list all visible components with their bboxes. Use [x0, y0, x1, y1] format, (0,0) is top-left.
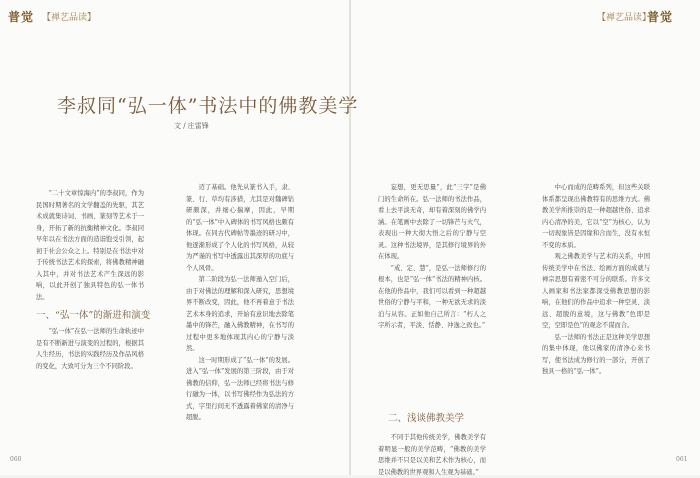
- paragraph: 这一时期形成了“弘一体”的发展。进入“弘一体”发展的第三阶段，由于对佛教的信仰，弘一法师已经将书法与修行融为一体，以书写佛经作为弘法的方式，字里行间无不透露着佛家的清净与超脱。: [186, 356, 294, 421]
- text-column-3b: [378, 432, 486, 476]
- paragraph: 第二阶段为弘一法师遁入空门后，由于对佛法的理解和深入研究，思想境界不断改变，因此，他不再着意于书法艺术本身的追求，开始有意识地去除笔墨中的锋芒，融入佛教精神，在书写的过程中更多地体现其内心的宁静与淡然。: [186, 276, 294, 352]
- text-column-3: [378, 182, 486, 377]
- section-heading-2: 二、浅谈佛教美学: [388, 413, 465, 424]
- section-tag-left: 【禅艺品读】: [42, 13, 97, 23]
- text-column-1b: [36, 326, 144, 463]
- paragraph: 妄想，更无思量”，此“三字”是佛门的生命所在。弘一法师的书法作品，看上去平淡无奇，却有着深刻的佛学内涵。在笔画中去除了一切锋芒与火气，表现出一种大彻大悟之后的宁静与空灵。这种书法境界，是其修行境界的外在体现。: [378, 184, 486, 260]
- paragraph: “弘一体”在弘一法师的生命轨迹中是有不断新进与演变的过程的，根据其人生经历，书法的实践经历及作品风格的变化，大致可分为三个不同阶段。: [36, 328, 144, 370]
- paragraph: 观之佛教美学与艺术的关系，中国传统美学中在书法、绘画方面的成就与禅宗思想有着密不可分的联系。许多文人画家和书法家都深受佛教思想的影响，在他们的作品中追求一种空灵、淡远、超脱的意境，这与佛教“色即是空，空即是色”的观念不谋而合。: [542, 253, 650, 329]
- paragraph: 中心而成的范畴系列，但这些关联体系都呈现出佛教特有的思维方式。佛教美学所推崇的是一种超越世俗、追求内心清净的美，它以“空”为核心，认为一切现象皆是因缘和合而生，没有永恒不变的本质。: [542, 184, 650, 249]
- paragraph: 不同于其他传统美学，佛教美学有着明显一般的美学范畴，“佛教的美学思维并不只是以美和艺术作为核心，而是以佛教的世界观和人生观为基础。”: [378, 434, 486, 476]
- page-number-right: 061: [676, 456, 688, 463]
- paragraph: 迈了基础。他先从篆书入手，隶、篆、行、草均有涉猎，尤其是对魏碑钻研颇深，并细心揣摩，因此，早期的“弘一体”中入碑体的书写风格也颇有体现。在同古代碑帖等墨迹的研习中，他逐渐形成了个人化的书写风格，从较为严谨的书写中透露出其深厚的功底与个人风骨。: [186, 184, 294, 272]
- article-title: 李叔同“弘一体”书法中的佛教美学: [57, 95, 359, 117]
- article-byline: 文 / 庄雷锋: [174, 122, 209, 130]
- text-column-4: [542, 182, 650, 462]
- paragraph: “二十文章惊海内”的李叔同，作为民国时期著名的文学翻盖的先驱，其艺术成就集诗词、书画、篆刻等艺术于一身，开拓了新的抗衡精神文化。李叔同早年以在书法方面的造诣饱受引领，起初于社会公众之上。特别是在书法中对于传统书法艺术的探索，将佛教精神融入其中，并对书法艺术产生深远的影响，以此开创了独具特色的弘一体书法。: [36, 190, 144, 301]
- brand-logo-left: 普觉: [8, 10, 35, 24]
- section-heading-1: 一、“弘一体”的渐进和演变: [36, 310, 151, 321]
- brand-logo-right: 普觉: [647, 10, 674, 24]
- text-column-2: [186, 182, 294, 462]
- section-tag-right: 【禅艺品读】: [597, 13, 652, 23]
- page-number-left: 060: [10, 456, 22, 463]
- paragraph: “戒、定、慧”，是弘一法师修行的根本，也是“弘一体”书法的精神内核。在他的作品中，我们可以看到一种超越世俗的宁静与平和，一种无欲无求的淡泊与从容。正如他自己所言：“朽人之字所示者，平淡、恬静、冲逸之致也。”: [378, 264, 486, 329]
- paragraph: 弘一法师的书法正是这种美学思想的集中体现，他以佛家的清净心来书写，使书法成为修行的一部分，开创了独具一格的“弘一体”。: [542, 333, 650, 375]
